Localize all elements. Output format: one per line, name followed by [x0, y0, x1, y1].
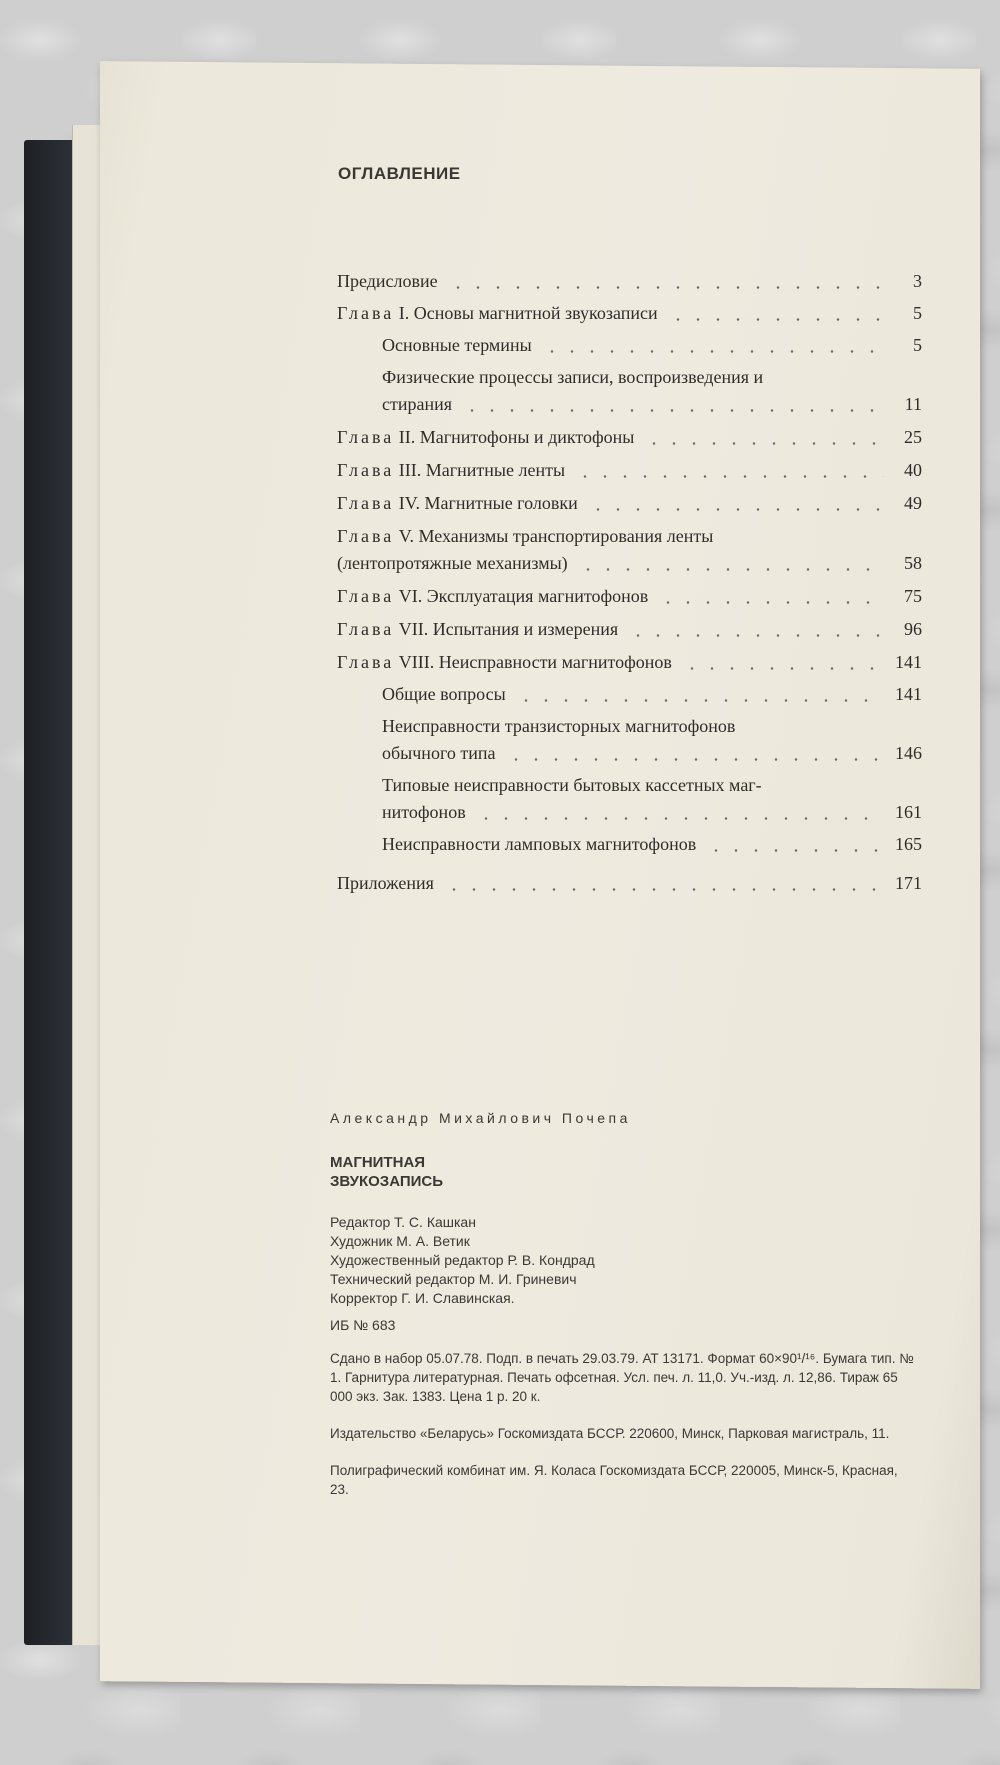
leader-dots [444, 888, 884, 891]
toc-entry-page: 49 [904, 493, 922, 513]
toc-entry-text-cont: нитофонов [382, 802, 466, 822]
toc-entry-text: I. Основы магнитной звукозаписи [398, 303, 658, 323]
toc-entry-text: Типовые неисправности бытовых кассетных маг- [382, 775, 762, 795]
toc-subentry [337, 681, 922, 708]
leader-dots [506, 758, 885, 761]
toc-entry-text-cont: (лентопротяжные механизмы) [337, 553, 568, 573]
toc-subentry [337, 831, 922, 858]
ib-number: ИБ № 683 [330, 1317, 396, 1333]
chapter-prefix: Глава [337, 586, 395, 606]
book-title-line: ЗВУКОЗАПИСЬ [330, 1173, 444, 1190]
leader-dots [588, 508, 884, 511]
toc-entry-page: 141 [895, 684, 922, 704]
toc-entry-appendix [337, 870, 922, 897]
toc-entry-text: VI. Эксплуатация магнитофонов [398, 586, 649, 606]
toc-title: ОГЛАВЛЕНИЕ [338, 164, 461, 183]
toc-entry-text: II. Магнитофоны и диктофоны [398, 427, 635, 447]
toc-entry-page: 165 [895, 834, 922, 854]
table-of-contents [337, 268, 922, 902]
print-details: Сдано в набор 05.07.78. Подп. в печать 29.03.79. АТ 13171. Формат 60×90¹/¹⁶. Бумага тип. № 1. Гарнитура литературная. Печать офсетная. Усл. печ. л. 11,0. Уч.-изд. л. 12,86. Тираж 65 000 экз. Зак. 1383. Цена 1 р. 20 к. [330, 1351, 914, 1404]
toc-entry-page: 5 [913, 335, 922, 355]
toc-entry-page: 25 [904, 427, 922, 447]
toc-entry-page: 40 [904, 460, 922, 480]
leader-dots [644, 442, 884, 445]
toc-entry-text: VIII. Неисправности магнитофонов [398, 652, 672, 672]
toc-subentry [337, 332, 922, 359]
toc-entry-page: 96 [904, 619, 922, 639]
imprint-block [330, 1110, 930, 1499]
book-title [330, 1153, 550, 1191]
toc-entry-preface [337, 268, 922, 295]
toc-entry-text: Неисправности ламповых магнитофонов [382, 834, 697, 854]
chapter-prefix: Глава [337, 460, 395, 480]
leader-dots [476, 817, 884, 820]
toc-entry-text: VII. Испытания и измерения [398, 619, 619, 639]
toc-entry-text: Приложения [337, 873, 434, 893]
toc-entry-page: 141 [895, 652, 922, 672]
toc-entry-text: Общие вопросы [382, 684, 506, 704]
chapter-prefix: Глава [337, 427, 395, 447]
toc-entry-text: Неисправности транзисторных магнитофонов [382, 716, 736, 736]
toc-entry-text: Основные термины [382, 335, 532, 355]
leader-dots [462, 409, 884, 412]
toc-entry-chapter-6 [337, 583, 922, 610]
leader-dots [658, 601, 884, 604]
book-title-line: МАГНИТНАЯ [330, 1154, 426, 1171]
toc-entry-text: Физические процессы записи, воспроизведения и [382, 367, 764, 387]
toc-entry-page: 171 [895, 873, 922, 893]
leader-dots [628, 634, 884, 637]
publisher-info: Издательство «Беларусь» Госкомиздата БССР. 220600, Минск, Парковая магистраль, 11. [330, 1426, 890, 1441]
toc-entry-chapter-7 [337, 616, 922, 643]
toc-entry-chapter-2 [337, 424, 922, 451]
chapter-prefix: Глава [337, 526, 395, 546]
leader-dots [706, 849, 884, 852]
leader-dots [575, 475, 884, 478]
toc-entry-page: 58 [904, 553, 922, 573]
toc-entry-text-cont: стирания [382, 394, 453, 414]
leader-dots [578, 568, 884, 571]
leader-dots [542, 350, 884, 353]
toc-entry-text: III. Магнитные ленты [398, 460, 566, 480]
toc-entry-text-cont: обычного типа [382, 743, 496, 763]
chapter-prefix: Глава [337, 303, 395, 323]
leader-dots [682, 667, 884, 670]
leader-dots [668, 318, 884, 321]
toc-entry-chapter-8 [337, 649, 922, 676]
toc-entry-text: V. Механизмы транспортирования ленты [398, 526, 714, 546]
toc-entry-chapter-5 [337, 523, 922, 577]
credit-artist: Художник М. А. Ветик [330, 1233, 470, 1249]
toc-entry-chapter-3 [337, 457, 922, 484]
chapter-prefix: Глава [337, 652, 395, 672]
toc-entry-page: 5 [913, 303, 922, 323]
toc-subentry [337, 772, 922, 826]
toc-subentry [337, 364, 922, 418]
toc-entry-page: 161 [895, 802, 922, 822]
toc-entry-chapter-4 [337, 490, 922, 517]
toc-entry-page: 3 [913, 271, 922, 291]
toc-entry-chapter-1 [337, 300, 922, 327]
credit-proofreader: Корректор Г. И. Славинская. [330, 1290, 515, 1306]
credit-art-editor: Художественный редактор Р. В. Кондрад [330, 1252, 595, 1268]
toc-entry-page: 75 [904, 586, 922, 606]
toc-entry-text: IV. Магнитные головки [398, 493, 578, 513]
credit-editor: Редактор Т. С. Кашкан [330, 1214, 476, 1230]
credit-tech-editor: Технический редактор М. И. Гриневич [330, 1271, 577, 1287]
toc-entry-page: 11 [904, 394, 922, 414]
toc-entry-text: Предисловие [337, 271, 438, 291]
chapter-prefix: Глава [337, 619, 395, 639]
toc-subentry [337, 713, 922, 767]
credits-list [330, 1213, 930, 1308]
chapter-prefix: Глава [337, 493, 395, 513]
leader-dots [516, 699, 884, 702]
printer-info: Полиграфический комбинат им. Я. Коласа Госкомиздата БССР, 220005, Минск-5, Красная, 23. [330, 1463, 898, 1497]
toc-entry-page: 146 [895, 743, 922, 763]
leader-dots [448, 286, 884, 289]
author-name: Александр Михайлович Почепа [330, 1110, 631, 1126]
